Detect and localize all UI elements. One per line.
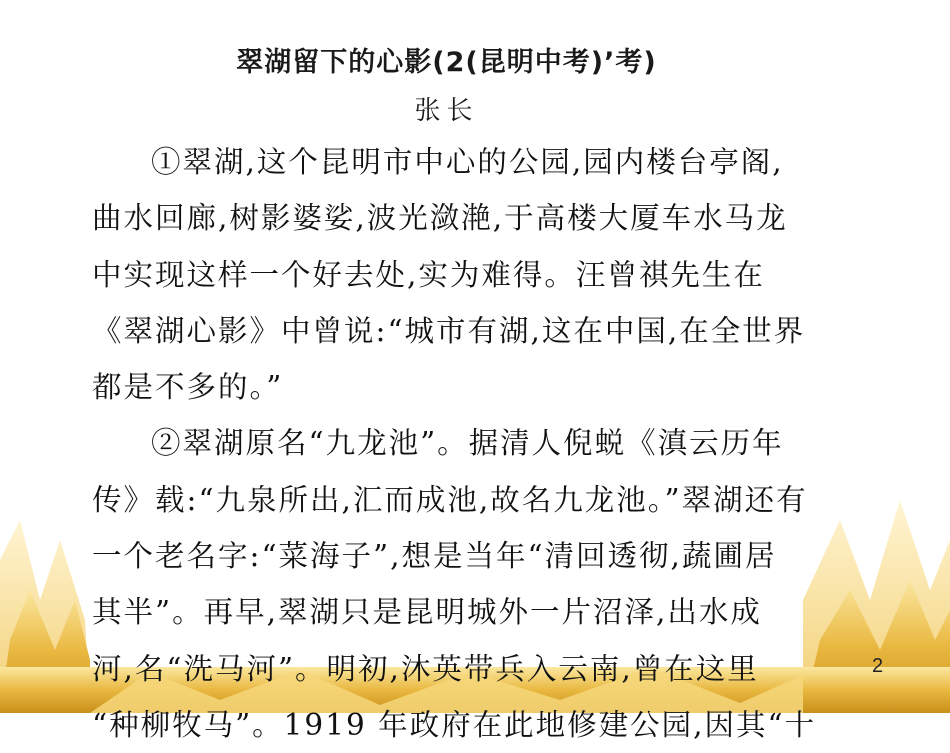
article-title: 翠湖留下的心影(2(昆明中考)’考) <box>236 47 657 78</box>
text-line: 传》载:“九泉所出,汇而成池,故名九龙池。”翠湖还有 <box>92 482 808 517</box>
text-line: “种柳牧马”。1919 年政府在此地修建公园,因其“十 <box>92 707 817 742</box>
text-line: 曲水回廊,树影婆娑,波光潋滟,于高楼大厦车水马龙 <box>92 201 788 236</box>
text-line: ①翠湖,这个昆明市中心的公园,园内楼台亭阁, <box>151 145 784 179</box>
paragraph-1 <box>92 134 806 415</box>
paragraph-2 <box>92 415 817 753</box>
document-panel <box>90 30 817 742</box>
text-line: 河,名“洗马河”。明初,沐英带兵入云南,曾在这里 <box>92 651 759 686</box>
article-body <box>92 134 817 753</box>
text-line: 其半”。再早,翠湖只是昆明城外一片沼泽,出水成 <box>92 595 762 630</box>
text-line: 中实现这样一个好去处,实为难得。汪曾祺先生在 <box>92 257 765 292</box>
text-line: 都是不多的。” <box>92 370 284 405</box>
article-author: 张长 <box>414 96 479 126</box>
page-number: 2 <box>872 655 884 677</box>
text-line: 一个老名字:“菜海子”,想是当年“清回透彻,蔬圃居 <box>92 539 777 574</box>
text-line: ②翠湖原名“九龙池”。据清人倪蜕《滇云历年 <box>151 426 784 461</box>
text-line: 《翠湖心影》中曾说:“城市有湖,这在中国,在全世界 <box>92 313 806 348</box>
